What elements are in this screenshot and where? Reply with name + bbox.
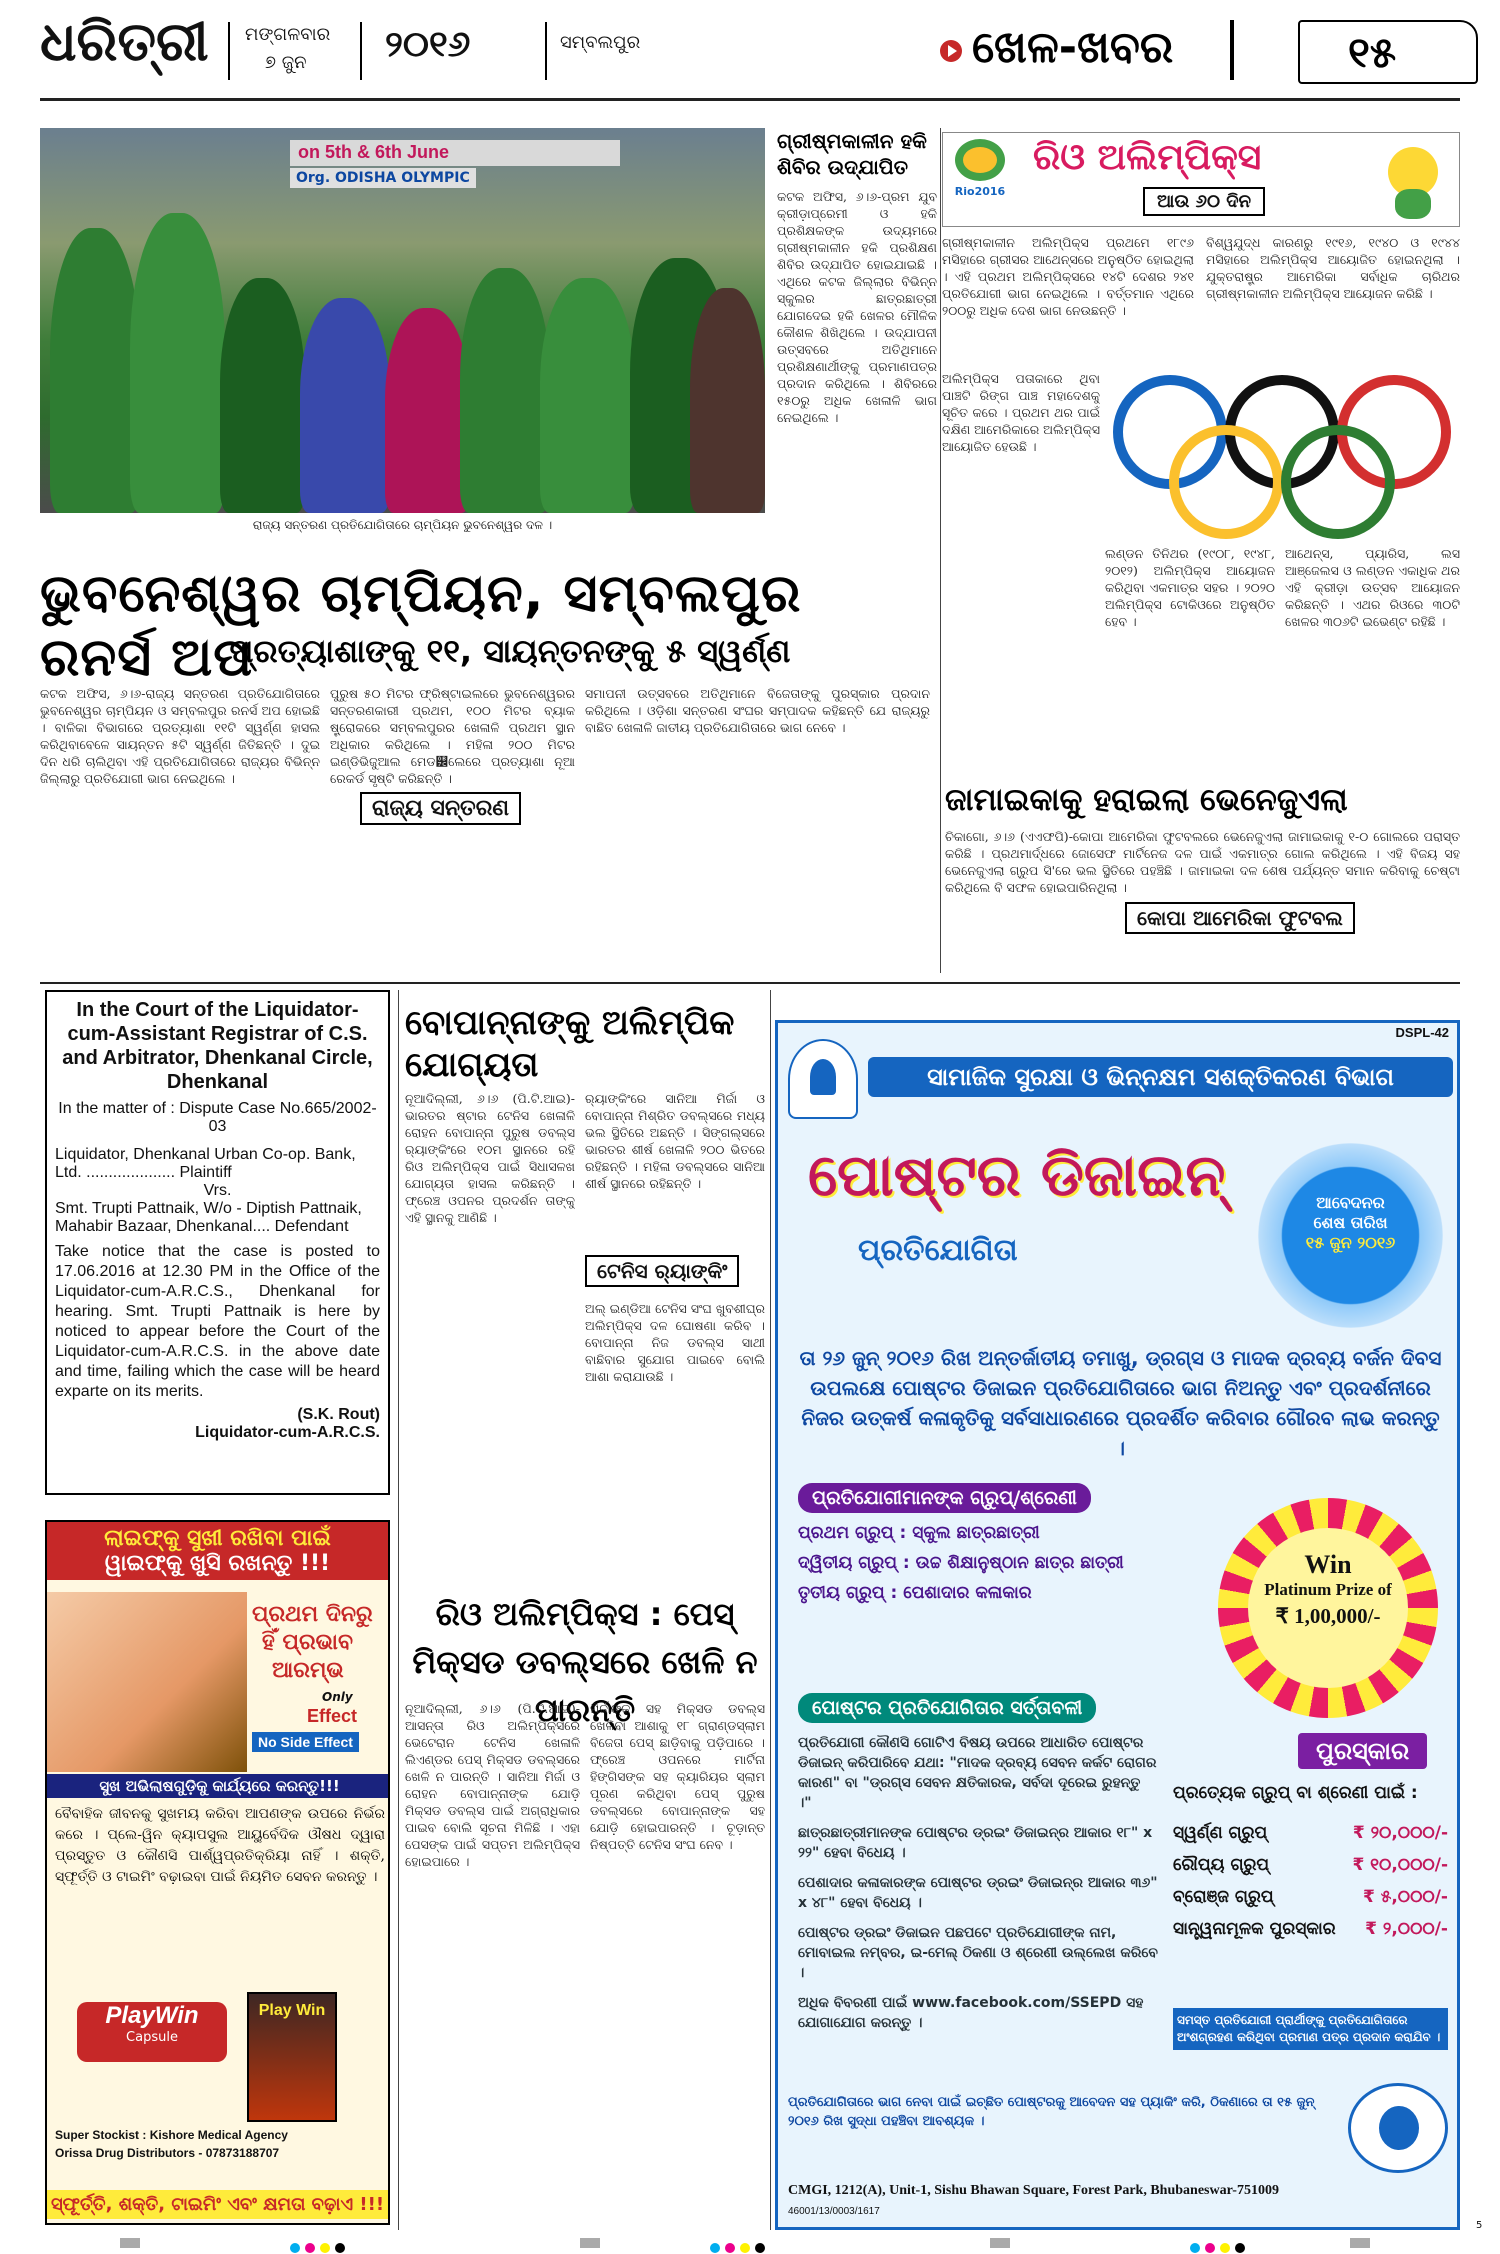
masthead-day: ମଙ୍ଗଳବାର	[245, 24, 331, 45]
prize-burst	[1218, 1498, 1438, 1718]
cmyk-marks	[290, 2238, 345, 2254]
masthead-year: ୨୦୧୬	[385, 24, 471, 65]
award-row	[1173, 1919, 1448, 1939]
person	[130, 213, 225, 513]
registration-marks	[120, 2238, 1420, 2250]
award-amount: ₹ ୧୦,୦୦୦/-	[1352, 1855, 1448, 1875]
olympics-body-3: ଅଲିମ୍ପିକ୍ସ ପତାକାରେ ଥିବା ପାଞ୍ଚଟି ରିଙ୍ଗ ପାଞ୍ଚ ମହାଦେଶକୁ ସୂଚିତ କରେ । ପ୍ରଥମ ଥର ପାଇଁ ଦକ୍ଷିଣ ଆମେରିକାରେ ଅଲିମ୍ପିକ୍ସ ଆୟୋଜିତ ହେଉଛି ।	[942, 371, 1100, 454]
swimming-body-2: ପୁରୁଷ ୫୦ ମିଟର ଫ୍ରିଷ୍ଟାଇଲରେ ଭୁବନେଶ୍ୱରର ସନ୍ତରଣକାରୀ ପ୍ରଥମ, ୧୦୦ ମିଟର ବ୍ୟାକ ଷ୍ଟ୍ରୋକରେ ସମ୍ବଲପୁରର ଖେଳାଳି ପ୍ରଥମ ସ୍ଥାନ ଅଧିକାର କରିଥିଲେ । ମହିଳା ୨୦୦ ମିଟର ଇଣ୍ଡିଭିଜୁଆଲ ମେଡ୼ଲେରେ ପ୍ରତ୍ୟାଶା ନୂଆ ରେକର୍ଡ ସୃଷ୍ଟି କରିଛନ୍ତି ।	[330, 686, 575, 786]
paes-body-2: ମିର୍ଜାଙ୍କ ସହ ମିକ୍ସଡ ଡବଲ୍ସ ଖେଳିବା ଆଶାକୁ ୧୮ ଗ୍ରାଣ୍ଡସ୍ଲାମ ବିଜେତା ପେସ୍ ଛାଡ଼ିବାକୁ ପଡ଼ିପାରେ । ଫ୍ରେଞ୍ଚ ଓପନରେ ମାର୍ଟିନା ହିଙ୍ଗିସଙ୍କ ସହ କ୍ୟାରିୟର ସ୍ଲାମ ପୂରଣ କରିଥିବା ପେସ୍ ପୁରୁଷ ଡବଲ୍ସରେ ବୋପାନ୍ନାଙ୍କ ସହ ଯୋଡ଼ି ହୋଇପାରନ୍ତି । ଚୂଡ଼ାନ୍ତ ନିଷ୍ପତ୍ତି ଟେନିସ ସଂଘ ନେବ ।	[590, 1701, 765, 1852]
award-amount: ₹ ୫,୦୦୦/-	[1362, 1887, 1448, 1907]
court-designation: Liquidator-cum-A.R.C.S.	[195, 1424, 380, 1441]
olympics-body-2: ବିଶ୍ୱଯୁଦ୍ଧ କାରଣରୁ ୧୯୧୬, ୧୯୪୦ ଓ ୧୯୪୪ ମସିହାରେ ଅଲିମ୍ପିକ୍ସ ଆୟୋଜିତ ହୋଇନଥିଲା । ଯୁକ୍ତରାଷ୍ଟ୍ର ଆମେରିକା ସର୍ବାଧିକ ଚାରିଥର ଗ୍ରୀଷ୍ମକାଳୀନ ଅଲିମ୍ପିକ୍ସ ଆୟୋଜନ କରିଛି ।	[1206, 235, 1460, 301]
page-number: ୧୫	[1348, 28, 1397, 77]
playwin-no-side: No Side Effect	[252, 1732, 359, 1752]
groups-heading: ପ୍ରତିଯୋଗୀମାନଙ୍କ ଗ୍ରୁପ୍/ଶ୍ରେଣୀ	[798, 1483, 1091, 1513]
playwin-box-brand: Play Win	[258, 2002, 326, 2019]
award-label: ସ୍ୱର୍ଣ୍ଣ ଗ୍ରୁପ୍	[1173, 1823, 1268, 1843]
rule-item: ପୋଷ୍ଟର ଡ୍ରଇଂ ଡିଜାଇନ ପଛପଟେ ପ୍ରତିଯୋଗୀଙ୍କ ନାମ, ମୋବାଇଲ ନମ୍ବର, ଇ-ମେଲ୍ ଠିକଣା ଓ ଶ୍ରେଣୀ ଉଲ୍ଲେଖ କରିବେ ।	[798, 1925, 1158, 1981]
award-amount: ₹ ୨,୦୦୦/-	[1365, 1919, 1448, 1939]
bopanna-body-1: ନୂଆଦିଲ୍ଲୀ, ୬।୬ (ପି.ଟି.ଆଇ)-ଭାରତର ଷ୍ଟାର ଟେନିସ ଖେଳାଳି ରୋହନ ବୋପାନ୍ନା ପୁରୁଷ ଡବଲ୍ସ ର‌୍ୟାଙ୍କିଂରେ ୧୦ମ ସ୍ଥାନରେ ରହି ରିଓ ଅଲିମ୍ପିକ୍ସ ପାଇଁ ସିଧାସଳଖ ଯୋଗ୍ୟତା ହାସଲ କରିଛନ୍ତି । ଫ୍ରେଞ୍ଚ ଓପନର ପ୍ରଦର୍ଶନ ତାଙ୍କୁ ଏହି ସ୍ଥାନକୁ ଆଣିଛି ।	[405, 1091, 575, 1225]
bopanna-body-3: ଅଲ୍‌ ଇଣ୍ଡିଆ ଟେନିସ ସଂଘ ଖୁବଶୀଘ୍ର ଅଲିମ୍ପିକ୍ସ ଦଳ ଘୋଷଣା କରିବ । ବୋପାନ୍ନା ନିଜ ଡବଲ୍ସ ସାଥୀ ବାଛିବାର ସୁଯୋଗ ପାଇବେ ବୋଲି ଆଶା କରାଯାଉଛି ।	[585, 1301, 765, 1384]
masthead-date: ୭ ଜୁନ	[265, 52, 307, 73]
awards-list	[1173, 1823, 1448, 1939]
person	[460, 268, 550, 513]
poster-subtitle: ପ୍ରତିଯୋଗିତା	[858, 1233, 1018, 1268]
playwin-tagline: ସୁଖ ଅଭିଲାଷଗୁଡ଼ିକୁ କାର୍ଯ୍ୟରେ କରନ୍ତୁ!!!	[47, 1774, 390, 1798]
playwin-promise-2: ହିଁ ପ୍ରଭାବ	[262, 1630, 353, 1655]
column-rule	[770, 990, 771, 2230]
poster-address: CMGI, 1212(A), Unit-1, Sishu Bhawan Square, Forest Park, Bhubaneswar-751009	[788, 2183, 1279, 2198]
page-marker: 5	[1476, 2220, 1483, 2231]
masthead-rule	[40, 98, 1460, 101]
awards-sub: ପ୍ରତ୍ୟେକ ଗ୍ରୁପ୍ ବା ଶ୍ରେଣୀ ପାଇଁ :	[1173, 1783, 1418, 1803]
paes-body-1: ନୂଆଦିଲ୍ଲୀ, ୬।୬ (ପି.ଟି.ଆଇ)-ଆସନ୍ତା ରିଓ ଅଲିମ୍ପିକ୍ସରେ ଭେଟେରାନ ଟେନିସ ଖେଳାଳି ଲିଏଣ୍ଡର ପେସ୍ ମିକ୍ସଡ ଡବଲ୍ସରେ ଖେଳି ନ ପାରନ୍ତି । ସାନିଆ ମିର୍ଜା ଓ ରୋହନ ବୋପାନ୍ନାଙ୍କ ଯୋଡ଼ି ମିକ୍ସଡ ଡବଲ୍ସ ପାଇଁ ଅଗ୍ରାଧିକାର ପାଇବ ବୋଲି ସୂଚନା ମିଳିଛି । ଏହା ପେସଙ୍କ ପାଇଁ ସପ୍ତମ ଅଲିମ୍ପିକ୍ସ ହୋଇପାରେ ।	[405, 1701, 580, 1869]
playwin-footer: ସ୍ଫୂର୍ତ୍ତି, ଶକ୍ତି, ଟାଇମିଂ ଏବଂ କ୍ଷମତା ବଢ଼ାଏ !!!	[47, 2190, 388, 2219]
bopanna-box-label: ଟେନିସ ର‌୍ୟାଙ୍କିଂ	[585, 1255, 739, 1287]
court-versus: Vrs.	[203, 1182, 232, 1199]
court-plaintiff: Liquidator, Dhenkanal Urban Co-op. Bank, Ltd. .................... Plaintiff	[55, 1146, 356, 1181]
swimming-body-1: କଟକ ଅଫିସ, ୬।୬-ରାଜ୍ୟ ସନ୍ତରଣ ପ୍ରତିଯୋଗିତାରେ ଭୁବନେଶ୍ୱର ଚାମ୍ପିୟନ ଓ ସମ୍ବଲପୁର ରନର୍ସ ଅପ ହୋଇଛି । ବାଳିକା ବିଭାଗରେ ପ୍ରତ୍ୟାଶା ୧୧ଟି ସ୍ୱର୍ଣ୍ଣ ହାସଲ କରିଥିବାବେଳେ ସାୟନ୍ତନ ୫ଟି ସ୍ୱର୍ଣ୍ଣ ଜିତିଛନ୍ତି । ଦୁଇ ଦିନ ଧରି ଚାଲିଥିବା ଏହି ପ୍ରତିଯୋଗିତାରେ ରାଜ୍ୟର ବିଭିନ୍ନ ଜିଲ୍ଲାରୁ ପ୍ରତିଯୋଗୀ ଭାଗ ନେଇଥିଲେ ।	[40, 686, 320, 786]
mascot-icon	[1373, 137, 1453, 222]
person	[300, 298, 390, 513]
award-label: ସାନ୍ତ୍ୱନାମୂଳକ ପୁରସ୍କାର	[1173, 1919, 1336, 1939]
playwin-distributor: Orissa Drug Distributors - 07873188707	[55, 2146, 280, 2160]
award-row	[1173, 1855, 1448, 1875]
court-defendant: Smt. Trupti Pattnaik, W/o - Diptish Pattnaik, Mahabir Bazaar, Dhenkanal.... Defendant	[55, 1200, 362, 1235]
poster-ref: 46001/13/0003/1617	[788, 2206, 880, 2217]
gray-mark	[1350, 2238, 1370, 2248]
rule-item: ଛାତ୍ରଛାତ୍ରୀମାନଙ୍କ ପୋଷ୍ଟର ଡ୍ରଇଂ ଡିଜାଇନ୍‌ର ଆକାର ୧୮" x ୨୨" ହେବା ବିଧେୟ ।	[798, 1825, 1153, 1861]
playwin-brand: PlayWin	[105, 2002, 199, 2029]
group-row: ପ୍ରଥମ ଗ୍ରୁପ୍ : ସ୍କୁଲ ଛାତ୍ରଛାତ୍ରୀ	[798, 1523, 1040, 1543]
department-banner: ସାମାଜିକ ସୁରକ୍ଷା ଓ ଭିନ୍ନକ୍ଷମ ସଶକ୍ତିକରଣ ବିଭାଗ	[868, 1057, 1453, 1097]
award-row	[1173, 1823, 1448, 1843]
rio-logo-text: Rio2016	[954, 185, 1006, 198]
group-label: ତୃତୀୟ ଗ୍ରୁପ୍	[798, 1583, 885, 1603]
swimming-body-3: ସମାପନୀ ଉତ୍ସବରେ ଅତିଥିମାନେ ବିଜେତାଙ୍କୁ ପୁରସ୍କାର ପ୍ରଦାନ କରିଥିଲେ । ଓଡ଼ିଶା ସନ୍ତରଣ ସଂଘର ସମ୍ପାଦକ କହିଛନ୍ତି ଯେ ରାଜ୍ୟରୁ ବାଛିତ ଖେଳାଳି ଜାତୀୟ ପ୍ରତିଯୋଗିତାରେ ଭାଗ ନେବେ ।	[585, 686, 930, 735]
column-rule	[398, 990, 399, 2230]
person	[690, 288, 765, 513]
playwin-stockist: Super Stockist : Kishore Medical Agency	[55, 2128, 288, 2142]
photo-banner-org: Org. ODISHA OLYMPIC	[290, 168, 476, 188]
court-notice	[45, 990, 390, 1495]
section-title: ଖେଳ-ଖବର	[972, 22, 1174, 73]
awards-heading: ପୁରସ୍କାର	[1298, 1733, 1427, 1769]
group-row: ଦ୍ୱିତୀୟ ଗ୍ରୁପ୍ : ଉଚ୍ଚ ଶିକ୍ଷାନୁଷ୍ଠାନ ଛାତ୍ର ଛାତ୍ରୀ	[798, 1553, 1124, 1573]
bopanna-headline: ବୋପାନ୍ନାଙ୍କୁ ଅଲିମ୍ପିକ ଯୋଗ୍ୟତା	[405, 1003, 735, 1085]
rule-item: ଅଧିକ ବିବରଣୀ ପାଇଁ www.facebook.com/SSEPD ସହ ଯୋଗାଯୋଗ କରନ୍ତୁ ।	[798, 1995, 1144, 2031]
football-box-label: କୋପା ଆମେରିକା ଫୁଟବଲ	[1125, 902, 1355, 934]
team-photo	[40, 128, 765, 513]
section-rule	[40, 982, 1460, 984]
gray-mark	[580, 2238, 600, 2248]
playwin-capsule: Capsule	[126, 2030, 178, 2045]
swimming-subheadline: ପ୍ରତ୍ୟାଶାଙ୍କୁ ୧୧, ସାୟନ୍ତନଙ୍କୁ ୫ ସ୍ୱର୍ଣ୍ଣ	[229, 632, 791, 670]
prize-amount: ₹ 1,00,000/-	[1275, 1604, 1381, 1628]
rule-item: ପ୍ରତିଯୋଗୀ କୌଣସି ଗୋଟିଏ ବିଷୟ ଉପରେ ଆଧାରିତ ପୋଷ୍ଟର ଡିଜାଇନ୍ କରିପାରିବେ ଯଥା: "ମାଦକ ଦ୍ରବ୍ୟ ସେବନ କର୍କଟ ରୋଗର କାରଣ" ବା "ଡ୍ରଗ୍ସ ସେବନ କ୍ଷତିକାରକ, ସର୍ବଦା ଦୂରେଇ ରୁହନ୍ତୁ ।"	[798, 1735, 1157, 1811]
award-row	[1173, 1887, 1448, 1907]
award-label: ରୌପ୍ୟ ଗ୍ରୁପ୍	[1173, 1855, 1270, 1875]
olympic-rings	[1105, 370, 1460, 540]
court-heading: In the Court of the Liquidator-cum-Assistant Registrar of C.S. and Arbitrator, Dhenkanal Circle, Dhenkanal	[62, 999, 373, 1093]
couple-photo	[47, 1592, 247, 1772]
divider	[545, 22, 547, 80]
olympics-body-5: ଆଥେନ୍ସ, ପ୍ୟାରିସ, ଲସ ଆଞ୍ଜେଲସ ଓ ଲଣ୍ଡନ ଏକାଧିକ ଥର ଏହି କ୍ରୀଡ଼ା ଉତ୍ସବ ଆୟୋଜନ କରିଛନ୍ତି । ଏଥର ରିଓରେ ୩୦ଟି ଖେଳର ୩୦୬ଟି ଇଭେଣ୍ଟ ରହିଛି ।	[1285, 546, 1460, 629]
govt-poster-ad	[775, 1020, 1460, 2230]
play-icon	[940, 40, 962, 62]
football-body: ଚିକାଗୋ, ୬।୬ (ଏଏଫପି)-କୋପା ଆମେରିକା ଫୁଟବଲରେ ଭେନେଜୁଏଲା ଜାମାଇକାକୁ ୧-୦ ଗୋଲରେ ପରାସ୍ତ କରିଛି । ପ୍ରଥମାର୍ଦ୍ଧରେ ଜୋସେଫ ମାର୍ଟିନେଜ ଦଳ ପାଇଁ ଏକମାତ୍ର ଗୋଲ କରିଥିଲେ । ଏହି ବିଜୟ ସହ ଭେନେଜୁଏଲା ଗ୍ରୁପ ସି'ରେ ଭଲ ସ୍ଥିତିରେ ପହଞ୍ଚିଛି । ଜାମାଇକା ଦଳ ଶେଷ ପର୍ଯ୍ୟନ୍ତ ସମାନ କରିବାକୁ ଚେଷ୍ଟା କରିଥିଲେ ବି ସଫଳ ହୋଇପାରିନଥିଲା ।	[945, 829, 1460, 895]
paes-headline: ରିଓ ଅଲିମ୍ପିକ୍ସ : ପେସ୍ ମିକ୍ସଡ ଡବଲ୍ସରେ ଖେଳି ନ ପାରନ୍ତି	[412, 1595, 758, 1729]
prize-win: Win	[1304, 1550, 1352, 1579]
football-headline: ଜାମାଇକାକୁ ହରାଇଲା ଭେନେଜୁଏଲା	[945, 782, 1348, 818]
cmyk-marks	[1190, 2238, 1245, 2254]
divider	[1230, 20, 1234, 80]
masthead-city: ସମ୍ବଲପୁର	[560, 32, 641, 53]
cmyk-marks	[710, 2238, 765, 2254]
dept-logo-icon	[1348, 2083, 1448, 2173]
masthead	[40, 10, 1470, 92]
swimming-box-label: ରାଜ୍ୟ ସନ୍ତରଣ	[360, 792, 521, 825]
award-label: ବ୍ରୋଞ୍ଜ ଗ୍ରୁପ୍	[1173, 1887, 1274, 1907]
playwin-only: Only	[322, 1690, 353, 1704]
person	[540, 278, 635, 513]
person	[50, 228, 140, 513]
group-value: ସ୍କୁଲ ଛାତ୍ରଛାତ୍ରୀ	[912, 1523, 1040, 1543]
court-matter: In the matter of : Dispute Case No.665/2002-03	[58, 1100, 377, 1135]
playwin-promise-1: ପ୍ରଥମ ଦିନରୁ	[252, 1602, 373, 1627]
rules-heading: ପୋଷ୍ଟର ପ୍ରତିଯୋଗିତାର ସର୍ତ୍ତାବଳୀ	[798, 1693, 1096, 1723]
rules-list	[798, 1733, 1158, 2033]
deadline-date: ୧୫ ଜୁନ ୨୦୧୬	[1305, 1233, 1396, 1252]
person	[385, 308, 470, 513]
paper-name: ଧରିତ୍ରୀ	[40, 10, 209, 73]
playwin-ad	[45, 1520, 390, 2225]
divider	[228, 22, 230, 80]
group-row: ତୃତୀୟ ଗ୍ରୁପ୍ : ପେଶାଦାର କଳାକାର	[798, 1583, 1032, 1603]
court-signatory: (S.K. Rout)	[297, 1406, 380, 1423]
hockey-headline: ଗ୍ରୀଷ୍ମକାଳୀନ ହକି ଶିବିର ଉଦ୍‌ଯାପିତ	[777, 129, 927, 179]
awards-note: ସମସ୍ତ ପ୍ରତିଯୋଗୀ ପ୍ରାର୍ଥୀଙ୍କୁ ପ୍ରତିଯୋଗିତାରେ ଅଂଶଗ୍ରହଣ କରିଥିବା ପ୍ରମାଣ ପତ୍ର ପ୍ରଦାନ କରାଯିବ ।	[1173, 2008, 1448, 2050]
playwin-promise-3: ଆରମ୍ଭ	[272, 1658, 344, 1683]
group-value: ପେଶାଦାର କଳାକାର	[903, 1583, 1032, 1603]
deadline-badge	[1258, 1143, 1443, 1328]
rio-title: ରିଓ ଅଲିମ୍ପିକ୍ସ	[1033, 137, 1262, 178]
olympics-body-4: ଲଣ୍ଡନ ତିନିଥର (୧୯୦୮, ୧୯୪୮, ୨୦୧୨) ଅଲିମ୍ପିକ୍ସ ଆୟୋଜନ କରିଥିବା ଏକମାତ୍ର ସହର । ୨୦୨୦ ଅଲିମ୍ପିକ୍ସ ଟୋକିଓରେ ଅନୁଷ୍ଠିତ ହେବ ।	[1105, 546, 1275, 629]
playwin-brand-badge	[77, 2002, 227, 2062]
gray-mark	[120, 2238, 140, 2248]
rule-item: ପେଶାଦାର କଳାକାରଙ୍କ ପୋଷ୍ଟର ଡ୍ରଇଂ ଡିଜାଇନ୍‌ର ଆକାର ୩୬" x ୪୮" ହେବା ବିଧେୟ ।	[798, 1875, 1158, 1911]
poster-title: ପୋଷ୍ଟର ଡିଜାଇନ୍	[808, 1141, 1226, 1209]
page-number-tab	[1298, 20, 1478, 84]
govt-emblem	[788, 1039, 858, 1119]
rio-header	[942, 132, 1460, 227]
rio-countdown: ଆଉ ୬୦ ଦିନ	[1143, 187, 1265, 216]
poster-intro: ତା ୨୬ ଜୁନ୍ ୨୦୧୬ ରିଖ ଅନ୍ତର୍ଜାତୀୟ ତମାଖୁ, ଡ୍ରଗ୍ସ ଓ ମାଦକ ଦ୍ରବ୍ୟ ବର୍ଜନ ଦିବସ ଉପଲକ୍ଷେ ପୋଷ୍ଟର ଡିଜାଇନ ପ୍ରତିଯୋଗିତାରେ ଭାଗ ନିଅନ୍ତୁ ଏବଂ ପ୍ରଦର୍ଶନୀରେ ନିଜର ଉତ୍କର୍ଷ କଳାକୃତିକୁ ସର୍ବସାଧାରଣରେ ପ୍ରଦର୍ଶିତ କରିବାର ଗୌରବ ଲାଭ କରନ୍ତୁ ।	[799, 1346, 1442, 1460]
person	[220, 278, 305, 513]
award-amount: ₹ ୨୦,୦୦୦/-	[1352, 1823, 1448, 1843]
group-label: ଦ୍ୱିତୀୟ ଗ୍ରୁପ୍	[798, 1553, 897, 1573]
playwin-box	[247, 1992, 337, 2122]
prize-label: Platinum Prize of	[1264, 1580, 1392, 1599]
rio-logo	[949, 139, 1011, 219]
playwin-top	[47, 1522, 388, 1580]
ad-code: DSPL-42	[1395, 1025, 1449, 1040]
group-value: ଉଚ୍ଚ ଶିକ୍ଷାନୁଷ୍ଠାନ ଛାତ୍ର ଛାତ୍ରୀ	[915, 1553, 1124, 1573]
playwin-effect: Effect	[307, 1706, 358, 1726]
court-body: Take notice that the case is posted to 17.06.2016 at 12.30 PM in the Office of the Liquidator-cum-A.R.C.S., Dhenkanal for hearing. Smt. Trupti Pattnaik is here by noticed to appear before the Court of the Liquidator-cum-A.R.C.S. in the above date and time, failing which the case will be heard exparte on its merits.	[55, 1243, 380, 1400]
column-rule	[940, 128, 941, 973]
swimming-headline: ଭୁବନେଶ୍ୱର ଚାମ୍ପିୟନ, ସମ୍ବଲପୁର ରନର୍ସ ଅପ	[40, 564, 802, 688]
bopanna-body-2: ର‌୍ୟାଙ୍କିଂରେ ସାନିଆ ମିର୍ଜା ଓ ବୋପାନ୍ନା ମିଶ୍ରିତ ଡବଲ୍ସରେ ମଧ୍ୟ ଭଲ ସ୍ଥିତିରେ ଅଛନ୍ତି । ସିଙ୍ଗଲ୍ସରେ ଭାରତର ଶୀର୍ଷ ଖେଳାଳି ୨୦୦ ଭିତରେ ରହିଛନ୍ତି । ମହିଳା ଡବଲ୍ସରେ ସାନିଆ ଶୀର୍ଷ ସ୍ଥାନରେ ରହିଛନ୍ତି ।	[585, 1091, 765, 1191]
groups-list	[798, 1523, 1198, 1603]
photo-caption: ରାଜ୍ୟ ସନ୍ତରଣ ପ୍ରତିଯୋଗିତାରେ ଚାମ୍ପିୟନ ଭୁବନେଶ୍ୱର ଦଳ ।	[252, 518, 553, 532]
gray-mark	[990, 2238, 1010, 2248]
group-label: ପ୍ରଥମ ଗ୍ରୁପ୍	[798, 1523, 894, 1543]
playwin-body: ବୈବାହିକ ଜୀବନକୁ ସୁଖମୟ କରିବା ଆପଣଙ୍କ ଉପରେ ନିର୍ଭର କରେ । ପ୍ଲେ-ୱିନ କ୍ୟାପସୁଲ ଆୟୁର୍ବେଦିକ ଔଷଧ ଦ୍ୱାରା ପ୍ରସ୍ତୁତ ଓ କୌଣସି ପାର୍ଶ୍ୱପ୍ରତିକ୍ରିୟା ନାହିଁ । ଶକ୍ତି, ସ୍ଫୂର୍ତ୍ତି ଓ ଟାଇମିଂ ବଢ଼ାଇବା ପାଇଁ ନିୟମିତ ସେବନ କରନ୍ତୁ ।	[55, 1806, 385, 1885]
playwin-top-line-2: ୱାଇଫ୍‌କୁ ଖୁସି ରଖନ୍ତୁ !!!	[104, 1551, 331, 1576]
photo-banner: on 5th & 6th June	[290, 140, 620, 166]
deadline-label: ଆବେଦନର ଶେଷ ତାରିଖ	[1313, 1193, 1388, 1232]
playwin-top-line-1: ଲାଇଫ୍‌କୁ ସୁଖୀ ରଖିବା ପାଇଁ	[104, 1526, 331, 1551]
hockey-body: କଟକ ଅଫିସ, ୬।୬-ପ୍ରମ ଯୁବ କ୍ରୀଡ଼ାପ୍ରେମୀ ଓ ହକି ପ୍ରଶିକ୍ଷକଙ୍କ ଉଦ୍ୟମରେ ଗ୍ରୀଷ୍ମକାଳୀନ ହକି ପ୍ରଶିକ୍ଷଣ ଶିବିର ଉଦ୍‌ଯାପିତ ହୋଇଯାଇଛି । ଏଥିରେ କଟକ ଜିଲ୍ଲାର ବିଭିନ୍ନ ସ୍କୁଲର ଛାତ୍ରଛାତ୍ରୀ ଯୋଗଦେଇ ହକି ଖେଳର ମୌଳିକ କୌଶଳ ଶିଖିଥିଲେ । ଉଦ୍‌ଯାପନୀ ଉତ୍ସବରେ ଅତିଥିମାନେ ପ୍ରଶିକ୍ଷଣାର୍ଥୀଙ୍କୁ ପ୍ରମାଣପତ୍ର ପ୍ରଦାନ କରିଥିଲେ । ଶିବିରରେ ୧୫୦ରୁ ଅଧିକ ଖେଳାଳି ଭାଗ ନେଇଥିଲେ ।	[777, 189, 937, 425]
poster-footer-note: ପ୍ରତିଯୋଗିତାରେ ଭାଗ ନେବା ପାଇଁ ଇଚ୍ଛିତ ପୋଷ୍ଟରକୁ ଆବେଦନ ସହ ପ୍ୟାକିଂ କରି, ଠିକଣାରେ ତା ୧୫ ଜୁନ୍ ୨୦୧୬ ରିଖ ସୁଦ୍ଧା ପହଞ୍ଚିବା ଆବଶ୍ୟକ ।	[788, 2095, 1315, 2129]
olympics-body-1: ଗ୍ରୀଷ୍ମକାଳୀନ ଅଲିମ୍ପିକ୍ସ ପ୍ରଥମେ ୧୮୯୬ ମସିହାରେ ଗ୍ରୀସର ଆଥେନ୍ସରେ ଅନୁଷ୍ଠିତ ହୋଇଥିଲା । ଏହି ପ୍ରଥମ ଅଲିମ୍ପିକ୍ସରେ ୧୪ଟି ଦେଶର ୨୪୧ ପ୍ରତିଯୋଗୀ ଭାଗ ନେଇଥିଲେ । ବର୍ତ୍ତମାନ ଏଥିରେ ୨୦୦ରୁ ଅଧିକ ଦେଶ ଭାଗ ନେଉଛନ୍ତି ।	[942, 235, 1194, 318]
divider	[360, 22, 362, 80]
